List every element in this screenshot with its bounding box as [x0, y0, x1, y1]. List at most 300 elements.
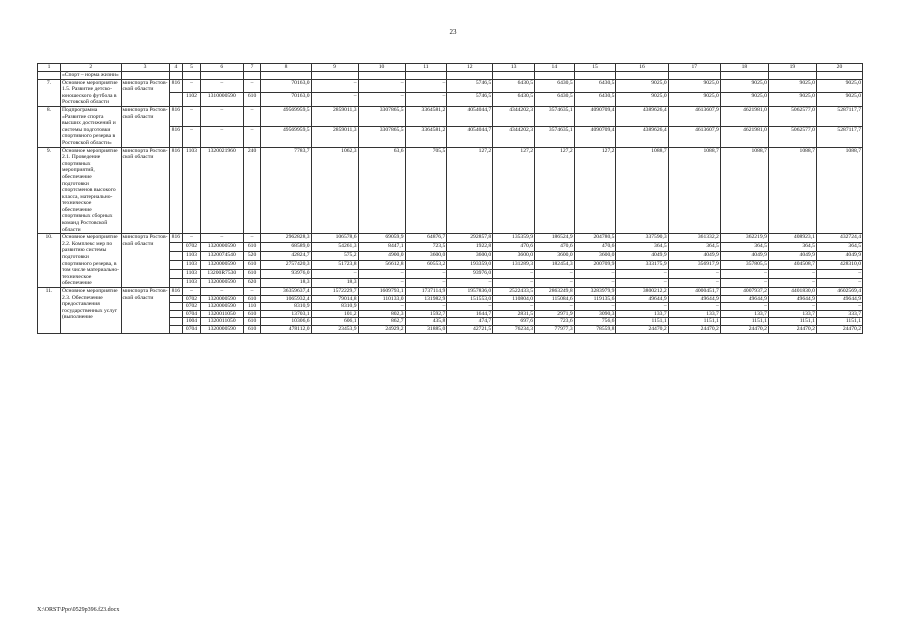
- value-cell: 364,5: [616, 243, 668, 252]
- value-cell: –: [574, 270, 616, 279]
- value-cell: [720, 72, 768, 80]
- value-cell: 1644,7: [447, 310, 493, 318]
- value-cell: 802,3: [358, 310, 405, 318]
- value-cell: 1088,7: [616, 147, 668, 234]
- value-cell: 131289,3: [493, 261, 535, 270]
- value-cell: –: [311, 93, 358, 107]
- value-cell: –: [816, 279, 862, 288]
- code-cell: 1320011050: [200, 310, 243, 318]
- value-cell: [616, 72, 668, 80]
- value-cell: 13703,1: [261, 310, 311, 318]
- value-cell: 4602569,4: [816, 288, 862, 296]
- header-cell: 7: [243, 64, 261, 72]
- value-cell: 408923,1: [768, 234, 816, 243]
- table-row: [38, 79, 863, 93]
- budget-table: [37, 63, 863, 334]
- value-cell: –: [358, 303, 405, 311]
- value-cell: 49644,9: [768, 295, 816, 303]
- code-cell: 1320000590: [200, 295, 243, 303]
- value-cell: 49569959,5: [261, 106, 311, 126]
- row-number-cell: 8.: [38, 106, 61, 147]
- value-cell: –: [358, 93, 405, 107]
- value-cell: 6430,5: [493, 79, 535, 93]
- value-cell: 3600,0: [493, 252, 535, 261]
- value-cell: 723,5: [405, 243, 447, 252]
- file-path-footer: X:\ORST\Ppo\0529p396.f23.docx: [37, 607, 120, 613]
- code-cell: –: [200, 234, 243, 243]
- code-cell: 1320021960: [200, 147, 243, 234]
- value-cell: 24470,2: [668, 325, 720, 333]
- code-cell: [169, 325, 183, 333]
- value-cell: 151553,0: [447, 295, 493, 303]
- value-cell: 474,7: [447, 318, 493, 326]
- value-cell: 3364581,2: [405, 127, 447, 147]
- value-cell: [816, 72, 862, 80]
- value-cell: 42721,5: [447, 325, 493, 333]
- value-cell: 3600,0: [574, 252, 616, 261]
- value-cell: –: [574, 279, 616, 288]
- value-cell: –: [616, 279, 668, 288]
- page-number: 23: [449, 28, 457, 36]
- value-cell: [768, 72, 816, 80]
- code-cell: [200, 72, 243, 80]
- value-cell: 606,1: [311, 318, 358, 326]
- code-cell: 610: [243, 93, 261, 107]
- code-cell: [169, 93, 183, 107]
- value-cell: 204780,5: [574, 234, 616, 243]
- value-cell: 1065932,4: [261, 295, 311, 303]
- value-cell: 4007937,2: [720, 288, 768, 296]
- value-cell: 2971,9: [535, 310, 575, 318]
- value-cell: 49569959,5: [261, 127, 311, 147]
- value-cell: 4389626,4: [616, 127, 668, 147]
- value-cell: –: [405, 93, 447, 107]
- value-cell: 6430,5: [535, 93, 575, 107]
- code-cell: 816: [169, 288, 183, 296]
- value-cell: –: [358, 270, 405, 279]
- value-cell: 292857,8: [447, 234, 493, 243]
- value-cell: –: [816, 303, 862, 311]
- value-cell: 470,6: [535, 243, 575, 252]
- row-number-cell: [38, 72, 61, 80]
- value-cell: 4621981,0: [720, 106, 768, 126]
- value-cell: 1151,1: [720, 318, 768, 326]
- value-cell: 1922,8: [447, 243, 493, 252]
- value-cell: [574, 72, 616, 80]
- value-cell: [261, 72, 311, 80]
- value-cell: –: [447, 303, 493, 311]
- value-cell: 435,8: [405, 318, 447, 326]
- value-cell: 127,2: [574, 147, 616, 234]
- value-cell: –: [668, 279, 720, 288]
- header-cell: 4: [169, 64, 183, 72]
- code-cell: 816: [169, 79, 183, 93]
- value-cell: –: [447, 279, 493, 288]
- value-cell: 127,2: [535, 147, 575, 234]
- code-cell: –: [200, 79, 243, 93]
- value-cell: 4049,9: [720, 252, 768, 261]
- code-cell: 610: [243, 318, 261, 326]
- code-cell: 1320000590: [200, 303, 243, 311]
- code-cell: 610: [243, 270, 261, 279]
- value-cell: 51723,8: [311, 261, 358, 270]
- value-cell: 9025,0: [616, 93, 668, 107]
- value-cell: –: [493, 270, 535, 279]
- code-cell: –: [243, 79, 261, 93]
- row-number-cell: 9.: [38, 147, 61, 234]
- value-cell: –: [405, 79, 447, 93]
- code-cell: 1320074540: [200, 252, 243, 261]
- code-cell: 1103: [183, 147, 201, 234]
- code-cell: –: [183, 79, 201, 93]
- value-cell: [311, 72, 358, 80]
- value-cell: 110804,0: [493, 295, 535, 303]
- code-cell: 610: [243, 295, 261, 303]
- code-cell: 0702: [183, 295, 201, 303]
- value-cell: 106578,6: [311, 234, 358, 243]
- code-cell: –: [200, 288, 243, 296]
- value-cell: 119135,6: [574, 295, 616, 303]
- value-cell: 404508,7: [768, 261, 816, 270]
- code-cell: 13200R7530: [200, 270, 243, 279]
- value-cell: –: [358, 279, 405, 288]
- code-cell: –: [243, 106, 261, 126]
- code-cell: 0702: [183, 303, 201, 311]
- code-cell: 520: [243, 252, 261, 261]
- value-cell: 756,6: [574, 318, 616, 326]
- table-row: [38, 234, 863, 243]
- value-cell: [405, 72, 447, 80]
- code-cell: 1320000590: [200, 279, 243, 288]
- value-cell: 1088,7: [816, 147, 862, 234]
- value-cell: 5746,5: [447, 93, 493, 107]
- header-cell: 2: [60, 64, 121, 72]
- code-cell: 610: [243, 261, 261, 270]
- value-cell: 24470,2: [816, 325, 862, 333]
- code-cell: [169, 243, 183, 252]
- value-cell: 3574635,1: [535, 127, 575, 147]
- code-cell: 1320011050: [200, 318, 243, 326]
- value-cell: –: [535, 303, 575, 311]
- value-cell: 135359,9: [493, 234, 535, 243]
- code-cell: 610: [243, 243, 261, 252]
- code-cell: 610: [243, 325, 261, 333]
- value-cell: –: [311, 79, 358, 93]
- code-cell: –: [183, 106, 201, 126]
- value-cell: 337590,3: [616, 234, 668, 243]
- value-cell: 8310,9: [311, 303, 358, 311]
- value-cell: 5746,5: [447, 79, 493, 93]
- code-cell: 1103: [183, 261, 201, 270]
- code-cell: 620: [243, 279, 261, 288]
- value-cell: 133,7: [616, 310, 668, 318]
- value-cell: 1609793,1: [358, 288, 405, 296]
- value-cell: [493, 72, 535, 80]
- event-name-cell: Основное мероприятие 2.2. Комплекс мер по развитию системы подготовки спортивного резерва, в том числе материально-техническое обеспечение: [60, 234, 121, 288]
- value-cell: 3364581,2: [405, 106, 447, 126]
- value-cell: 49644,9: [616, 295, 668, 303]
- header-cell: 13: [493, 64, 535, 72]
- value-cell: 705,5: [405, 147, 447, 234]
- value-cell: 49644,9: [668, 295, 720, 303]
- value-cell: 115084,6: [535, 295, 575, 303]
- value-cell: 1592,7: [405, 310, 447, 318]
- row-number-cell: 10.: [38, 234, 61, 288]
- executor-cell: минспорта Ростов-ской области: [121, 79, 169, 106]
- value-cell: 3307865,5: [358, 127, 405, 147]
- value-cell: 93976,0: [261, 270, 311, 279]
- code-cell: 240: [243, 147, 261, 234]
- value-cell: 1151,1: [616, 318, 668, 326]
- value-cell: 8310,9: [261, 303, 311, 311]
- value-cell: 24470,2: [720, 325, 768, 333]
- row-number-cell: 7.: [38, 79, 61, 106]
- value-cell: 4049,9: [816, 252, 862, 261]
- value-cell: 333175,9: [616, 261, 668, 270]
- value-cell: –: [574, 303, 616, 311]
- code-cell: [169, 261, 183, 270]
- event-name-cell: Основное мероприятие 1.5. Развитие детско-юношеского футбола в Ростовской области: [60, 79, 121, 106]
- table-row: [38, 147, 863, 234]
- header-cell: 14: [535, 64, 575, 72]
- value-cell: 49644,9: [720, 295, 768, 303]
- value-cell: 131982,9: [405, 295, 447, 303]
- value-cell: 333,7: [816, 310, 862, 318]
- value-cell: 4049,9: [668, 252, 720, 261]
- value-cell: 76234,3: [493, 325, 535, 333]
- executor-cell: минспорта Ростов-ской области: [121, 147, 169, 234]
- code-cell: 816: [169, 234, 183, 243]
- header-cell: 1: [38, 64, 61, 72]
- value-cell: 68589,0: [261, 243, 311, 252]
- code-cell: [169, 72, 183, 80]
- value-cell: 5287117,7: [816, 106, 862, 126]
- value-cell: 432724,4: [816, 234, 862, 243]
- value-cell: 9025,0: [720, 93, 768, 107]
- header-cell: 16: [616, 64, 668, 72]
- value-cell: 4389626,4: [616, 106, 668, 126]
- code-cell: 1103: [183, 279, 201, 288]
- value-cell: –: [768, 279, 816, 288]
- code-cell: 0702: [183, 243, 201, 252]
- value-cell: 697,6: [493, 318, 535, 326]
- value-cell: 470,6: [493, 243, 535, 252]
- value-cell: 362219,9: [720, 234, 768, 243]
- value-cell: 4621981,0: [720, 127, 768, 147]
- value-cell: 70163,0: [261, 93, 311, 107]
- code-cell: 1320000590: [200, 261, 243, 270]
- event-name-cell: «Спорт – норма жизни»: [60, 72, 121, 80]
- value-cell: 4000451,7: [668, 288, 720, 296]
- value-cell: –: [768, 270, 816, 279]
- value-cell: 101,2: [311, 310, 358, 318]
- value-cell: 3574635,1: [535, 106, 575, 126]
- header-row: [38, 64, 863, 72]
- value-cell: 5062577,0: [768, 127, 816, 147]
- value-cell: 133,7: [668, 310, 720, 318]
- code-cell: 610: [243, 310, 261, 318]
- value-cell: –: [668, 270, 720, 279]
- value-cell: –: [311, 270, 358, 279]
- value-cell: 356917,9: [668, 261, 720, 270]
- code-cell: 1103: [183, 270, 201, 279]
- value-cell: 42824,7: [261, 252, 311, 261]
- header-cell: 5: [183, 64, 201, 72]
- value-cell: 2831,5: [493, 310, 535, 318]
- value-cell: 5062577,0: [768, 106, 816, 126]
- value-cell: 9025,0: [816, 93, 862, 107]
- event-name-cell: Подпрограмма «Развитие спорта высших достижений и системы подготовки спортивного резерва в Ростовской области»: [60, 106, 121, 147]
- value-cell: 127,2: [447, 147, 493, 234]
- value-cell: 60553,2: [405, 261, 447, 270]
- code-cell: [183, 72, 201, 80]
- value-cell: [358, 72, 405, 80]
- value-cell: 182454,3: [535, 261, 575, 270]
- event-name-cell: Основное мероприятие 2.3. Обеспечение предоставления государственных услуг (выполнение: [60, 288, 121, 334]
- header-cell: 18: [720, 64, 768, 72]
- value-cell: 133,7: [768, 310, 816, 318]
- value-cell: 69059,9: [358, 234, 405, 243]
- value-cell: 79014,8: [311, 295, 358, 303]
- header-cell: 11: [405, 64, 447, 72]
- value-cell: 1151,1: [668, 318, 720, 326]
- value-cell: 364,5: [816, 243, 862, 252]
- value-cell: –: [720, 270, 768, 279]
- value-cell: 7783,7: [261, 147, 311, 234]
- value-cell: 133,7: [720, 310, 768, 318]
- value-cell: –: [768, 303, 816, 311]
- value-cell: –: [816, 270, 862, 279]
- value-cell: 1957836,0: [447, 288, 493, 296]
- value-cell: 9025,0: [816, 79, 862, 93]
- value-cell: 1151,1: [768, 318, 816, 326]
- code-cell: [169, 310, 183, 318]
- code-cell: [243, 72, 261, 80]
- code-cell: 1310000590: [200, 93, 243, 107]
- value-cell: 9025,0: [616, 79, 668, 93]
- code-cell: –: [243, 127, 261, 147]
- code-cell: –: [183, 127, 201, 147]
- value-cell: 1062,3: [311, 147, 358, 234]
- value-cell: –: [720, 303, 768, 311]
- value-cell: 1572229,7: [311, 288, 358, 296]
- code-cell: 0704: [183, 325, 201, 333]
- value-cell: –: [616, 303, 668, 311]
- value-cell: 4049,9: [768, 252, 816, 261]
- value-cell: 4613607,9: [668, 127, 720, 147]
- value-cell: –: [616, 270, 668, 279]
- value-cell: 24929,2: [358, 325, 405, 333]
- code-cell: –: [243, 234, 261, 243]
- value-cell: 4090709,4: [574, 106, 616, 126]
- value-cell: 9025,0: [668, 93, 720, 107]
- code-cell: 816: [169, 147, 183, 234]
- value-cell: 127,2: [493, 147, 535, 234]
- value-cell: –: [405, 279, 447, 288]
- header-cell: 15: [574, 64, 616, 72]
- code-cell: [169, 303, 183, 311]
- executor-cell: [121, 72, 169, 80]
- value-cell: 9025,0: [720, 79, 768, 93]
- table-row: [38, 72, 863, 80]
- value-cell: –: [668, 303, 720, 311]
- value-cell: 200709,9: [574, 261, 616, 270]
- value-cell: 63,6: [358, 147, 405, 234]
- code-cell: 816: [169, 127, 183, 147]
- value-cell: 78559,8: [574, 325, 616, 333]
- header-cell: 10: [358, 64, 405, 72]
- code-cell: [169, 279, 183, 288]
- value-cell: 64876,7: [405, 234, 447, 243]
- value-cell: 18,3: [261, 279, 311, 288]
- code-cell: 1320000590: [200, 243, 243, 252]
- table-row: [38, 288, 863, 296]
- value-cell: 9025,0: [768, 79, 816, 93]
- value-cell: 186524,9: [535, 234, 575, 243]
- value-cell: 4344202,3: [493, 127, 535, 147]
- value-cell: 357805,5: [720, 261, 768, 270]
- value-cell: 2859011,3: [311, 106, 358, 126]
- value-cell: 3600,0: [535, 252, 575, 261]
- value-cell: 193359,0: [447, 261, 493, 270]
- value-cell: –: [535, 270, 575, 279]
- code-cell: –: [200, 106, 243, 126]
- value-cell: 723,6: [535, 318, 575, 326]
- value-cell: 93976,0: [447, 270, 493, 279]
- row-number-cell: 11.: [38, 288, 61, 334]
- value-cell: 428310,0: [816, 261, 862, 270]
- code-cell: –: [183, 234, 201, 243]
- value-cell: –: [720, 279, 768, 288]
- value-cell: 18,3: [311, 279, 358, 288]
- value-cell: –: [535, 279, 575, 288]
- header-cell: 8: [261, 64, 311, 72]
- header-cell: 6: [200, 64, 243, 72]
- code-cell: 1102: [183, 93, 201, 107]
- value-cell: 6430,5: [535, 79, 575, 93]
- code-cell: [169, 318, 183, 326]
- value-cell: 4049,9: [616, 252, 668, 261]
- value-cell: 4613607,9: [668, 106, 720, 126]
- header-cell: 20: [816, 64, 862, 72]
- header-cell: 12: [447, 64, 493, 72]
- value-cell: 54261,3: [311, 243, 358, 252]
- code-cell: [169, 295, 183, 303]
- value-cell: 1088,7: [668, 147, 720, 234]
- value-cell: –: [405, 270, 447, 279]
- value-cell: 2522433,5: [493, 288, 535, 296]
- value-cell: 3283979,9: [574, 288, 616, 296]
- value-cell: 364,5: [768, 243, 816, 252]
- value-cell: 478112,0: [261, 325, 311, 333]
- value-cell: 862,7: [358, 318, 405, 326]
- value-cell: –: [405, 303, 447, 311]
- value-cell: 4344202,3: [493, 106, 535, 126]
- value-cell: 3090,3: [574, 310, 616, 318]
- code-cell: 1320000590: [200, 325, 243, 333]
- value-cell: 4090709,4: [574, 127, 616, 147]
- value-cell: 3800212,2: [616, 288, 668, 296]
- code-cell: –: [200, 127, 243, 147]
- executor-cell: минспорта Ростов-ской области: [121, 106, 169, 147]
- value-cell: 8447,1: [358, 243, 405, 252]
- value-cell: 56612,8: [358, 261, 405, 270]
- code-cell: 816: [169, 106, 183, 126]
- value-cell: 361332,2: [668, 234, 720, 243]
- value-cell: 3307865,5: [358, 106, 405, 126]
- value-cell: 6430,5: [574, 93, 616, 107]
- value-cell: 70163,0: [261, 79, 311, 93]
